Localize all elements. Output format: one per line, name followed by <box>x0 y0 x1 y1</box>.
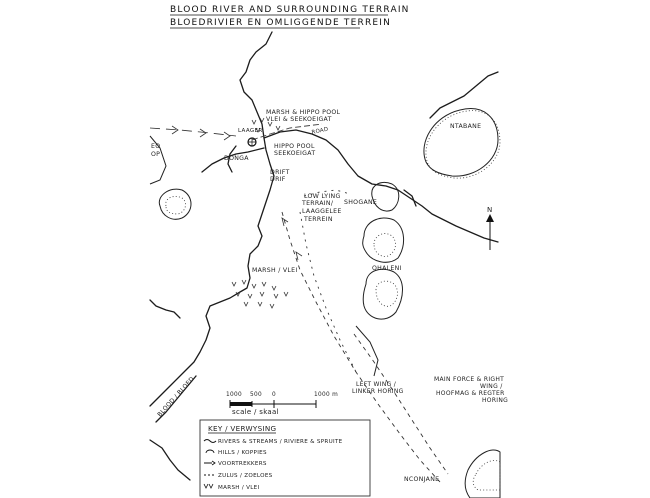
hill-west-knoll <box>159 189 191 219</box>
scale-tick-500: 500 <box>250 392 262 398</box>
hill-ohaleni-south <box>363 269 402 319</box>
map-key <box>200 420 370 496</box>
label-vlei-seekoeigat: VLEI & SEEKOEIGAT <box>266 116 332 123</box>
label-low-lying-3: LAAGGELEE <box>302 208 342 215</box>
zulu-route-left-wing <box>300 212 356 372</box>
label-main-force-4: HORING <box>482 397 509 404</box>
label-road: ROAD <box>311 126 329 136</box>
label-marsh-vlei: MARSH / VLEI <box>252 267 298 274</box>
key-item-marsh: MARSH / VLEI <box>218 485 260 491</box>
label-main-force-2: WING / <box>480 383 503 390</box>
label-left-wing-2: LINKER HORING <box>352 388 404 395</box>
scale-tick-0: 0 <box>272 392 276 398</box>
label-laager: LAAGER <box>238 128 263 134</box>
ncome-stream-lower <box>150 440 190 480</box>
label-ntabane: NTABANE <box>450 123 482 130</box>
label-edge-left-1: EO <box>151 143 161 150</box>
key-item-zulus: ZULUS / ZOELOES <box>218 473 273 479</box>
title-afrikaans: BLOEDRIVIER EN OMLIGGENDE TERREIN <box>170 18 392 28</box>
title-english: BLOOD RIVER AND SURROUNDING TERRAIN <box>170 5 410 15</box>
scale-tick-end: 1000 m <box>314 392 339 398</box>
north-arrow <box>486 206 494 250</box>
hill-ohaleni-north <box>363 218 404 262</box>
label-blood-river: BLOOD / BLOED <box>156 375 196 419</box>
label-donga: DONGA <box>224 155 249 162</box>
map-title <box>170 5 410 28</box>
blood-river <box>150 32 274 406</box>
key-title: KEY / VERWYSING <box>208 424 277 433</box>
key-item-rivers: RIVERS & STREAMS / RIVIERE & SPRUITE <box>218 439 343 445</box>
label-low-lying-1: LOW LYING <box>304 193 341 200</box>
marsh-symbols-vlei <box>232 280 288 308</box>
hill-shogane <box>372 183 399 212</box>
label-left-wing-1: LEFT WING / <box>356 381 397 388</box>
hill-nconjane <box>465 450 500 498</box>
scale-caption: scale / skaal <box>232 408 279 416</box>
laager <box>248 138 256 146</box>
north-label: N <box>487 206 493 214</box>
river-tributary-west <box>150 300 180 318</box>
key-item-hills: HILLS / KOPPIES <box>218 450 267 456</box>
label-nconjane: NCONJANE <box>404 476 440 483</box>
label-main-force-1: MAIN FORCE & RIGHT <box>434 376 505 383</box>
rivers <box>150 32 498 480</box>
hill-ntabane <box>424 109 498 177</box>
label-edge-left-2: OP <box>151 151 161 158</box>
label-marsh-hippo: MARSH & HIPPO POOL <box>266 109 341 116</box>
hill-south-ridge <box>356 326 378 376</box>
voortrekker-route <box>150 126 236 140</box>
label-hippo-pool: HIPPO POOL <box>274 143 315 150</box>
scale-bar <box>226 392 338 416</box>
hill-ohaleni-ring <box>374 234 395 257</box>
voortrekker-line <box>150 128 236 136</box>
label-ohaleni: OHALENI <box>372 265 402 272</box>
label-seekoeigat: SEEKOEIGAT <box>274 150 316 157</box>
scale-tick-1000: 1000 <box>226 392 242 398</box>
label-low-lying-4: TERREIN <box>304 216 333 223</box>
key-item-voortrekkers: VOORTREKKERS <box>218 461 267 467</box>
stream-ntabane <box>430 72 498 118</box>
label-drift: DRIFT <box>270 169 290 176</box>
label-main-force-3: HOOFMAG & REGTER <box>436 390 505 397</box>
label-shogane: SHOGANE <box>344 199 378 206</box>
label-low-lying-2: TERRAIN/ <box>302 200 334 207</box>
label-drif: DRIF <box>270 176 286 183</box>
